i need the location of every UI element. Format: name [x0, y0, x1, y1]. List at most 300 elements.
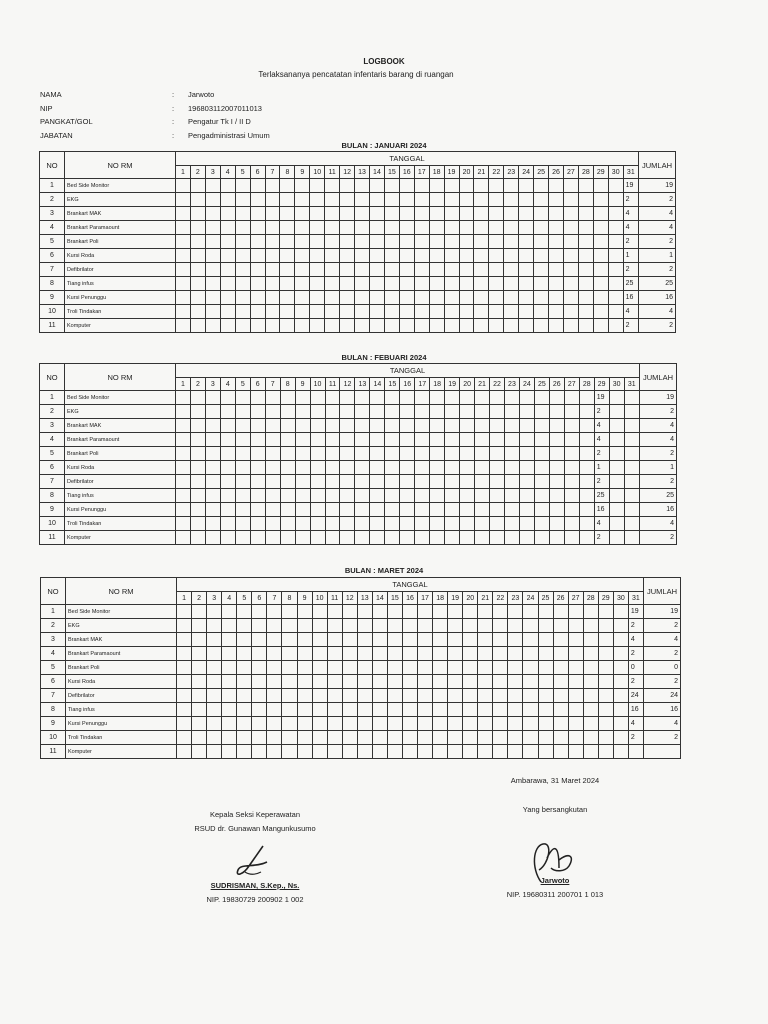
- day-cell: [504, 319, 519, 333]
- day-cell: [355, 207, 370, 221]
- day-cell: [568, 619, 583, 633]
- row-number: 7: [40, 263, 65, 277]
- table-row: [40, 433, 677, 447]
- day-number: 22: [493, 592, 508, 605]
- day-number: 6: [250, 166, 265, 179]
- left-signer-name: SUDRISMAN, S.Kep., Ns.: [210, 881, 300, 890]
- day-cell: [387, 717, 402, 731]
- day-cell: [372, 703, 387, 717]
- day-cell: [460, 391, 475, 405]
- day-cell: [490, 531, 505, 545]
- day-count-cell: 24: [628, 689, 643, 703]
- day-cell: [312, 745, 327, 759]
- day-cell: [415, 531, 430, 545]
- day-cell: [220, 319, 235, 333]
- day-cell: [400, 405, 415, 419]
- day-cell: [190, 531, 205, 545]
- day-cell: [295, 235, 310, 249]
- day-cell: [534, 319, 549, 333]
- table-row: [40, 461, 677, 475]
- table-row: [40, 235, 676, 249]
- table-row: [40, 249, 676, 263]
- day-cell: [613, 661, 628, 675]
- day-cell: [418, 717, 433, 731]
- day-cell: [463, 661, 478, 675]
- day-cell: [222, 731, 237, 745]
- day-cell: [207, 717, 222, 731]
- day-cell: [445, 419, 460, 433]
- day-cell: [583, 647, 598, 661]
- day-cell: [579, 433, 594, 447]
- day-cell: [325, 517, 340, 531]
- day-cell: [250, 503, 265, 517]
- day-cell: [192, 689, 207, 703]
- day-cell: [205, 475, 220, 489]
- day-number: 23: [508, 592, 523, 605]
- day-cell: [372, 633, 387, 647]
- day-cell: [325, 433, 340, 447]
- day-cell: [252, 689, 267, 703]
- day-number: 19: [448, 592, 463, 605]
- day-cell: [369, 277, 384, 291]
- day-cell: [519, 221, 534, 235]
- right-signer-nip: NIP. 19680311 200701 1 013: [506, 890, 604, 899]
- day-cell: [342, 745, 357, 759]
- day-cell: [534, 221, 549, 235]
- total-cell: 1: [639, 249, 676, 263]
- day-cell: [265, 249, 280, 263]
- day-cell: [564, 433, 579, 447]
- day-cell: [493, 675, 508, 689]
- day-cell: [312, 675, 327, 689]
- day-cell: [593, 263, 608, 277]
- day-cell: [357, 647, 372, 661]
- day-cell: [564, 419, 579, 433]
- day-cell: [493, 661, 508, 675]
- day-cell: [295, 179, 310, 193]
- day-cell: [297, 633, 312, 647]
- day-cell: [177, 619, 192, 633]
- day-cell: [222, 745, 237, 759]
- day-cell: [250, 475, 265, 489]
- day-cell: [504, 461, 519, 475]
- day-cell: [593, 249, 608, 263]
- day-cell: [205, 391, 220, 405]
- day-cell: [523, 717, 538, 731]
- day-cell: [207, 745, 222, 759]
- day-cell: [385, 503, 400, 517]
- day-cell: [399, 235, 414, 249]
- day-count-cell: 2: [628, 647, 643, 661]
- day-cell: [474, 207, 489, 221]
- day-cell: [205, 405, 220, 419]
- day-cell: [474, 179, 489, 193]
- day-cell: [608, 221, 623, 235]
- day-cell: [504, 475, 519, 489]
- day-cell: [508, 605, 523, 619]
- day-cell: [538, 717, 553, 731]
- day-cell: [207, 703, 222, 717]
- day-cell: [609, 433, 624, 447]
- row-number: 11: [40, 319, 65, 333]
- day-cell: [192, 633, 207, 647]
- day-number: 8: [280, 378, 295, 391]
- day-cell: [402, 633, 417, 647]
- day-number: 19: [444, 166, 459, 179]
- day-cell: [400, 475, 415, 489]
- day-cell: [593, 235, 608, 249]
- day-cell: [448, 675, 463, 689]
- day-cell: [444, 277, 459, 291]
- day-cell: [490, 447, 505, 461]
- day-cell: [564, 461, 579, 475]
- day-cell: [325, 193, 340, 207]
- day-cell: [310, 249, 325, 263]
- day-cell: [598, 731, 613, 745]
- day-cell: [190, 405, 205, 419]
- day-cell: [463, 675, 478, 689]
- day-cell: [235, 503, 250, 517]
- day-number: 27: [564, 378, 579, 391]
- day-cell: [237, 633, 252, 647]
- day-cell: [222, 703, 237, 717]
- day-cell: [295, 503, 310, 517]
- item-name: Komputer: [65, 319, 176, 333]
- item-name: Tiang infus: [66, 703, 177, 717]
- day-cell: [489, 319, 504, 333]
- day-cell: [340, 221, 355, 235]
- total-cell: 19: [644, 605, 681, 619]
- day-cell: [385, 531, 400, 545]
- row-number: 5: [40, 447, 65, 461]
- table-row: [41, 633, 681, 647]
- day-number: 2: [190, 166, 205, 179]
- day-cell: [267, 675, 282, 689]
- day-cell: [355, 405, 370, 419]
- day-cell: [433, 689, 448, 703]
- day-cell: [475, 433, 490, 447]
- day-cell: [235, 517, 250, 531]
- day-cell: [445, 503, 460, 517]
- day-cell: [460, 433, 475, 447]
- day-cell: [519, 447, 534, 461]
- day-cell: [385, 447, 400, 461]
- day-cell: [340, 461, 355, 475]
- day-cell: [190, 235, 205, 249]
- day-cell: [534, 531, 549, 545]
- day-number: 12: [342, 592, 357, 605]
- day-cell: [624, 503, 639, 517]
- day-cell: [190, 517, 205, 531]
- day-number: 3: [205, 378, 220, 391]
- item-name: Kursi Penunggu: [66, 717, 177, 731]
- day-cell: [265, 405, 280, 419]
- day-cell: [265, 179, 280, 193]
- day-cell: [250, 207, 265, 221]
- day-cell: [553, 703, 568, 717]
- day-cell: [295, 531, 310, 545]
- day-cell: [190, 391, 205, 405]
- day-cell: [176, 391, 191, 405]
- day-cell: [459, 207, 474, 221]
- day-cell: [609, 405, 624, 419]
- day-cell: [297, 717, 312, 731]
- day-cell: [400, 447, 415, 461]
- day-cell: [459, 193, 474, 207]
- day-cell: [220, 249, 235, 263]
- day-cell: [237, 689, 252, 703]
- day-cell: [342, 731, 357, 745]
- day-cell: [400, 531, 415, 545]
- day-cell: [534, 475, 549, 489]
- day-cell: [613, 731, 628, 745]
- day-cell: [205, 235, 220, 249]
- day-cell: [205, 291, 220, 305]
- day-cell: [609, 419, 624, 433]
- day-cell: [190, 221, 205, 235]
- day-count-cell: 4: [623, 207, 638, 221]
- day-cell: [475, 531, 490, 545]
- item-name: Brankart Paramaount: [65, 221, 176, 235]
- day-cell: [564, 489, 579, 503]
- item-name: Brankart Poli: [65, 235, 176, 249]
- day-cell: [370, 503, 385, 517]
- day-cell: [205, 263, 220, 277]
- day-cell: [538, 703, 553, 717]
- day-cell: [237, 745, 252, 759]
- day-cell: [295, 263, 310, 277]
- day-count-cell: 4: [594, 419, 609, 433]
- day-cell: [563, 179, 578, 193]
- day-cell: [445, 489, 460, 503]
- day-cell: [519, 207, 534, 221]
- table-row: [40, 517, 677, 531]
- day-cell: [220, 221, 235, 235]
- day-cell: [444, 305, 459, 319]
- day-cell: [265, 221, 280, 235]
- day-cell: [433, 731, 448, 745]
- row-number: 6: [40, 461, 65, 475]
- day-number: 14: [369, 166, 384, 179]
- day-cell: [310, 305, 325, 319]
- day-cell: [399, 291, 414, 305]
- day-cell: [190, 419, 205, 433]
- day-number: 22: [490, 378, 505, 391]
- item-name: Kursi Roda: [65, 461, 176, 475]
- day-cell: [448, 717, 463, 731]
- day-cell: [295, 221, 310, 235]
- day-cell: [387, 731, 402, 745]
- day-cell: [177, 633, 192, 647]
- day-cell: [342, 661, 357, 675]
- day-number: 18: [429, 166, 444, 179]
- day-count-cell: 2: [623, 319, 638, 333]
- day-cell: [327, 689, 342, 703]
- day-cell: [250, 433, 265, 447]
- col-header-total: JUMLAH: [644, 578, 681, 605]
- day-count-cell: 4: [623, 305, 638, 319]
- day-cell: [220, 277, 235, 291]
- day-cell: [414, 291, 429, 305]
- day-cell: [342, 619, 357, 633]
- day-number: 2: [192, 592, 207, 605]
- day-cell: [490, 475, 505, 489]
- day-cell: [267, 633, 282, 647]
- day-count-cell: [628, 745, 643, 759]
- day-cell: [280, 405, 295, 419]
- day-cell: [265, 207, 280, 221]
- day-cell: [429, 221, 444, 235]
- day-cell: [250, 249, 265, 263]
- table-row: [41, 703, 681, 717]
- day-cell: [433, 647, 448, 661]
- day-cell: [312, 647, 327, 661]
- day-cell: [280, 461, 295, 475]
- day-cell: [235, 319, 250, 333]
- table-row: [41, 689, 681, 703]
- day-cell: [414, 235, 429, 249]
- day-cell: [578, 319, 593, 333]
- left-signer-institution: RSUD dr. Gunawan Mangunkusumo: [194, 824, 316, 833]
- day-cell: [355, 249, 370, 263]
- day-cell: [250, 391, 265, 405]
- day-cell: [235, 461, 250, 475]
- table-row: [40, 503, 677, 517]
- day-cell: [372, 605, 387, 619]
- day-cell: [310, 517, 325, 531]
- table-row: [40, 391, 677, 405]
- day-count-cell: 4: [628, 717, 643, 731]
- day-cell: [340, 291, 355, 305]
- day-number: 5: [235, 166, 250, 179]
- day-cell: [415, 405, 430, 419]
- day-cell: [534, 419, 549, 433]
- total-cell: 4: [640, 517, 677, 531]
- table-row: [41, 647, 681, 661]
- day-cell: [534, 277, 549, 291]
- day-cell: [553, 689, 568, 703]
- day-cell: [489, 277, 504, 291]
- day-cell: [207, 689, 222, 703]
- day-cell: [280, 207, 295, 221]
- day-cell: [235, 531, 250, 545]
- day-cell: [504, 179, 519, 193]
- day-cell: [445, 475, 460, 489]
- day-cell: [430, 489, 445, 503]
- total-cell: 2: [644, 675, 681, 689]
- day-count-cell: 19: [594, 391, 609, 405]
- day-cell: [327, 647, 342, 661]
- day-number: 24: [519, 378, 534, 391]
- day-cell: [176, 207, 191, 221]
- day-cell: [280, 221, 295, 235]
- day-cell: [265, 433, 280, 447]
- day-cell: [598, 605, 613, 619]
- day-cell: [583, 619, 598, 633]
- day-cell: [327, 717, 342, 731]
- day-cell: [385, 517, 400, 531]
- day-cell: [310, 193, 325, 207]
- day-cell: [523, 605, 538, 619]
- day-cell: [508, 633, 523, 647]
- day-cell: [327, 605, 342, 619]
- day-cell: [613, 703, 628, 717]
- day-cell: [327, 703, 342, 717]
- day-cell: [295, 193, 310, 207]
- day-cell: [297, 745, 312, 759]
- day-number: 11: [325, 166, 340, 179]
- item-name: Troli Tindakan: [65, 305, 176, 319]
- day-cell: [578, 263, 593, 277]
- row-number: 10: [41, 731, 66, 745]
- item-name: Kursi Penunggu: [65, 503, 176, 517]
- table-row: [40, 207, 676, 221]
- day-cell: [384, 249, 399, 263]
- day-cell: [433, 619, 448, 633]
- day-cell: [490, 461, 505, 475]
- day-cell: [282, 633, 297, 647]
- day-cell: [433, 717, 448, 731]
- day-cell: [444, 319, 459, 333]
- day-cell: [220, 433, 235, 447]
- day-cell: [192, 605, 207, 619]
- day-cell: [624, 489, 639, 503]
- day-cell: [177, 661, 192, 675]
- day-cell: [400, 419, 415, 433]
- day-cell: [400, 489, 415, 503]
- day-cell: [340, 179, 355, 193]
- day-cell: [282, 605, 297, 619]
- day-cell: [369, 207, 384, 221]
- day-cell: [312, 717, 327, 731]
- day-cell: [176, 475, 191, 489]
- day-cell: [370, 489, 385, 503]
- day-number: 29: [593, 166, 608, 179]
- day-cell: [267, 717, 282, 731]
- day-cell: [250, 179, 265, 193]
- day-number: 16: [399, 166, 414, 179]
- day-cell: [418, 647, 433, 661]
- day-cell: [579, 405, 594, 419]
- day-cell: [176, 263, 191, 277]
- day-cell: [534, 391, 549, 405]
- day-cell: [327, 619, 342, 633]
- day-cell: [190, 461, 205, 475]
- day-cell: [250, 291, 265, 305]
- day-cell: [295, 291, 310, 305]
- day-cell: [370, 475, 385, 489]
- day-cell: [250, 305, 265, 319]
- row-number: 11: [41, 745, 66, 759]
- day-cell: [474, 249, 489, 263]
- day-number: 17: [414, 166, 429, 179]
- day-cell: [325, 319, 340, 333]
- day-cell: [568, 633, 583, 647]
- row-number: 9: [40, 503, 65, 517]
- day-cell: [444, 193, 459, 207]
- day-count-cell: 4: [623, 221, 638, 235]
- day-cell: [549, 517, 564, 531]
- day-cell: [220, 263, 235, 277]
- total-cell: 2: [644, 731, 681, 745]
- day-cell: [325, 405, 340, 419]
- month-title-januari: BULAN : JANUARI 2024: [341, 141, 427, 150]
- day-cell: [267, 689, 282, 703]
- day-cell: [523, 661, 538, 675]
- day-cell: [205, 531, 220, 545]
- day-number: 10: [310, 166, 325, 179]
- total-cell: 25: [640, 489, 677, 503]
